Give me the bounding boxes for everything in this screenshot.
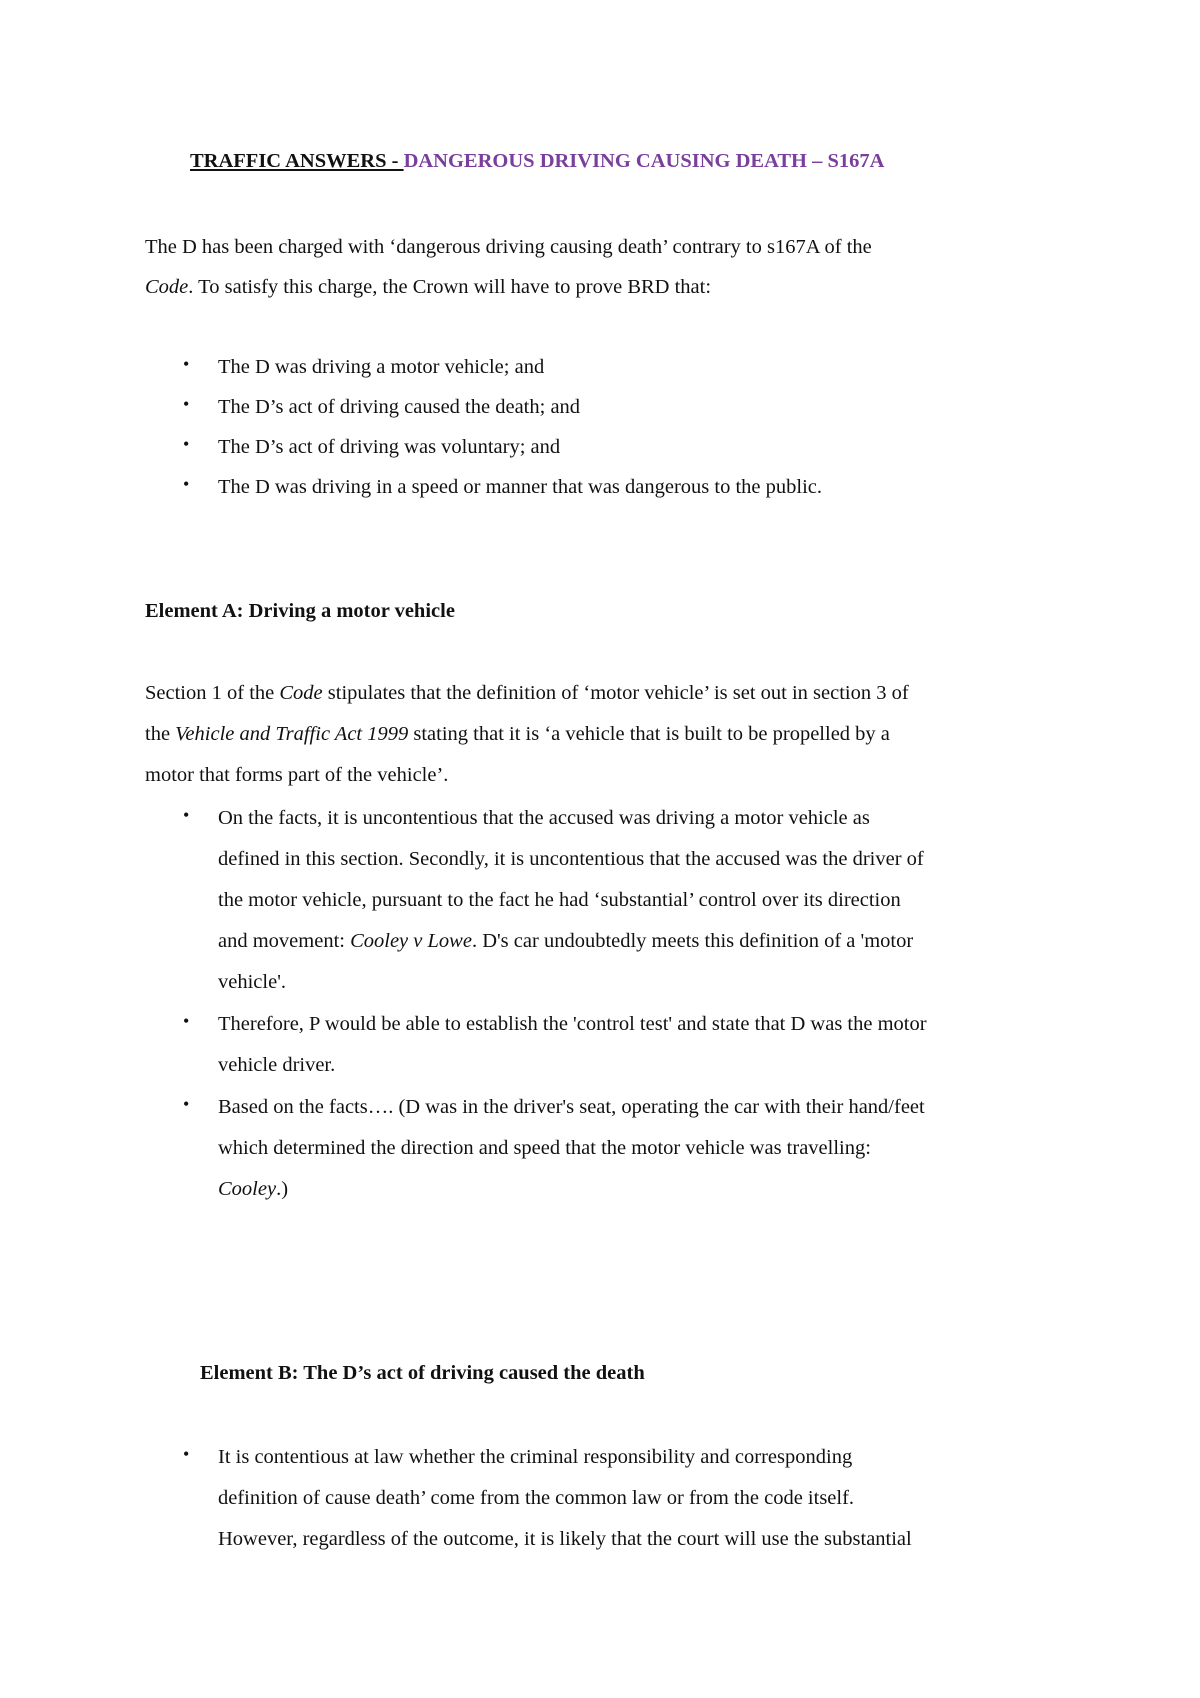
element-a-b3-line-2: which determined the direction and speed that the motor vehicle was travelling: [218,1137,871,1159]
element-a-b1-line-1: On the facts, it is uncontentious that the accused was driving a motor vehicle as [218,807,870,829]
element-a-b2-line-1: Therefore, P would be able to establish the 'control test' and state that D was the motor [218,1013,927,1035]
element-a-b1-line-4 [218,920,913,962]
bullet-marker: • [183,1444,190,1464]
text-run: Section 1 of the [145,682,280,704]
bullet-marker: • [183,354,190,374]
text-run: .) [276,1178,289,1200]
element-a-para-line-1 [145,672,909,714]
case-name-italic: Cooley [218,1178,277,1200]
bullet-marker: • [183,805,190,825]
text-run: . D's car undoubtedly meets this definition of a 'motor [471,930,914,952]
title-prefix: TRAFFIC ANSWERS - [190,150,404,172]
intro-code-italic: Code [145,276,189,298]
bullet-marker: • [183,474,190,494]
bullet-marker: • [183,394,190,414]
element-a-para-line-3: motor that forms part of the vehicle’. [145,764,449,786]
element-a-b1-line-3: the motor vehicle, pursuant to the fact he had ‘substantial’ control over its direction [218,889,901,911]
element-b-heading: Element B: The D’s act of driving caused the death [200,1362,645,1384]
text-run: stipulates that the definition of ‘motor vehicle’ is set out in section 3 of [322,682,909,704]
intro-line-1: The D has been charged with ‘dangerous driving causing death’ contrary to s167A of the [145,236,872,258]
title-highlight: DANGEROUS DRIVING CAUSING DEATH – S167A [403,150,885,172]
element-b-b1-line-1: It is contentious at law whether the criminal responsibility and corresponding [218,1446,853,1468]
text-run: and movement: [218,930,351,952]
element-b-b1-line-3: However, regardless of the outcome, it is likely that the court will use the substantial [218,1528,912,1550]
case-name-italic: Cooley v Lowe [350,930,472,952]
document-title [190,140,884,182]
list-item: The D was driving in a speed or manner that was dangerous to the public. [218,476,823,498]
element-a-b2-line-2: vehicle driver. [218,1054,336,1076]
bullet-marker: • [183,1011,190,1031]
list-item: The D’s act of driving caused the death; and [218,396,581,418]
list-item: The D was driving a motor vehicle; and [218,356,545,378]
text-run: stating that it is ‘a vehicle that is built to be propelled by a [408,723,890,745]
list-item: The D’s act of driving was voluntary; and [218,436,561,458]
text-run-italic: Vehicle and Traffic Act 1999 [175,723,409,745]
element-a-b3-line-3 [218,1168,288,1210]
element-b-b1-line-2: definition of cause death’ come from the common law or from the code itself. [218,1487,855,1509]
element-a-heading: Element A: Driving a motor vehicle [145,600,455,622]
intro-line-2-rest: . To satisfy this charge, the Crown will have to prove BRD that: [188,276,712,298]
text-run: the [145,723,176,745]
element-a-b3-line-1: Based on the facts…. (D was in the driver's seat, operating the car with their hand/feet [218,1096,925,1118]
bullet-marker: • [183,1094,190,1114]
element-a-b1-line-2: defined in this section. Secondly, it is uncontentious that the accused was the driver of [218,848,924,870]
bullet-marker: • [183,434,190,454]
text-run-italic: Code [279,682,323,704]
intro-line-2 [145,266,711,308]
element-a-para-line-2 [145,713,890,755]
element-a-b1-line-5: vehicle'. [218,971,287,993]
